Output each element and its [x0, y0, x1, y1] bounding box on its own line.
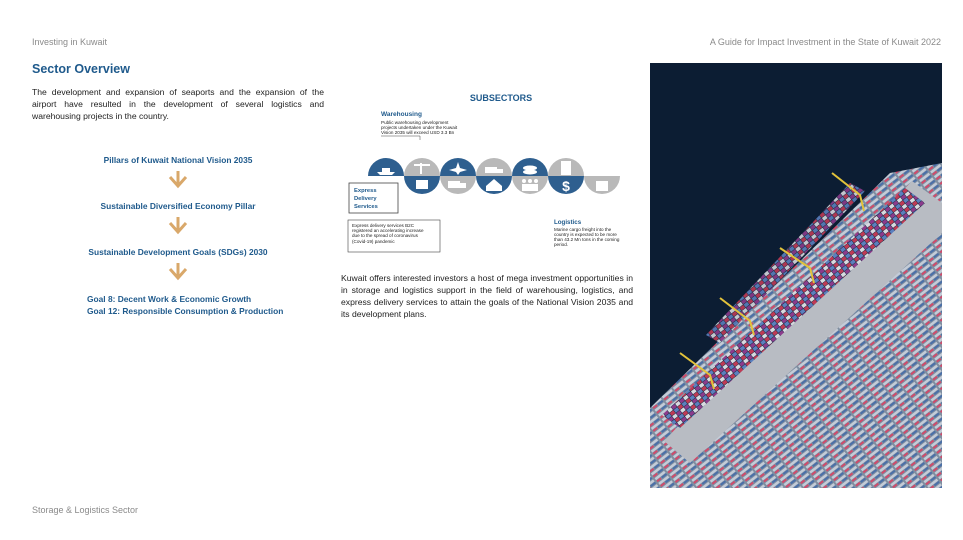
- express-desc: registered an accelerating increase: [352, 228, 424, 233]
- goal-12: Goal 12: Responsible Consumption & Production: [87, 306, 284, 317]
- section-title: Sector Overview: [32, 62, 130, 76]
- header-right: A Guide for Impact Investment in the State of Kuwait 2022: [709, 37, 941, 47]
- warehousing-title: Warehousing: [381, 111, 422, 118]
- logistics-desc: period.: [554, 242, 569, 247]
- port-aerial-photo: [650, 63, 942, 488]
- down-arrow-icon: [166, 263, 190, 287]
- bar-chart-icon: [596, 181, 608, 191]
- subsectors-diagram: [340, 88, 634, 258]
- header-left: Investing in Kuwait: [32, 37, 108, 47]
- dollar-icon: $: [562, 178, 570, 194]
- calculator-icon: [561, 161, 571, 175]
- boxes-icon: [416, 180, 428, 189]
- express-label: Express: [354, 188, 377, 194]
- flow-pillars: Pillars of Kuwait National Vision 2035: [103, 155, 253, 165]
- logistics-title: Logistics: [554, 219, 582, 226]
- flow-sdgs: Sustainable Development Goals (SDGs) 2030: [88, 247, 268, 257]
- express-desc: Express delivery services B2C: [352, 223, 415, 228]
- warehousing-desc: Public warehousing development: [381, 120, 449, 125]
- subsectors-heading: SUBSECTORS: [469, 93, 533, 103]
- logistics-desc: country is expected to be more: [554, 232, 617, 237]
- down-arrow-icon: [166, 171, 190, 195]
- vision-flow: [60, 155, 296, 317]
- logistics-desc: than 43.2 Mn tons in the coming: [554, 237, 620, 242]
- express-label: Services: [354, 204, 378, 210]
- warehousing-desc: Vision 2035 will exceed USD 3.3 Bn: [381, 130, 455, 135]
- intro-paragraph: The development and expansion of seaports and the expansion of the airport have resulted in the development of several logistics and warehousing projects in the country.: [32, 87, 324, 121]
- express-label: Delivery: [354, 196, 377, 202]
- down-arrow-icon: [166, 217, 190, 241]
- flow-pillar: Sustainable Diversified Economy Pillar: [100, 201, 256, 211]
- warehousing-desc: projects undertaken under the Kuwait: [381, 125, 458, 130]
- logistics-desc: Marine cargo freight into the: [554, 227, 612, 232]
- express-desc: (Covid-19) pandemic: [352, 239, 395, 244]
- express-desc: due to the spread of coronavirus: [352, 233, 418, 238]
- goal-8: Goal 8: Decent Work & Economic Growth: [87, 294, 252, 304]
- people-icon: [522, 179, 526, 183]
- goals-list: [87, 293, 296, 317]
- footer-section: Storage & Logistics Sector: [32, 505, 139, 515]
- investment-paragraph: Kuwait offers interested investors a host of mega investment opportunities in in storage and logistics support in the field of warehousing, logistics, and express delivery services to attain the goals of the National Vision 2035 and its development plans.: [341, 273, 633, 319]
